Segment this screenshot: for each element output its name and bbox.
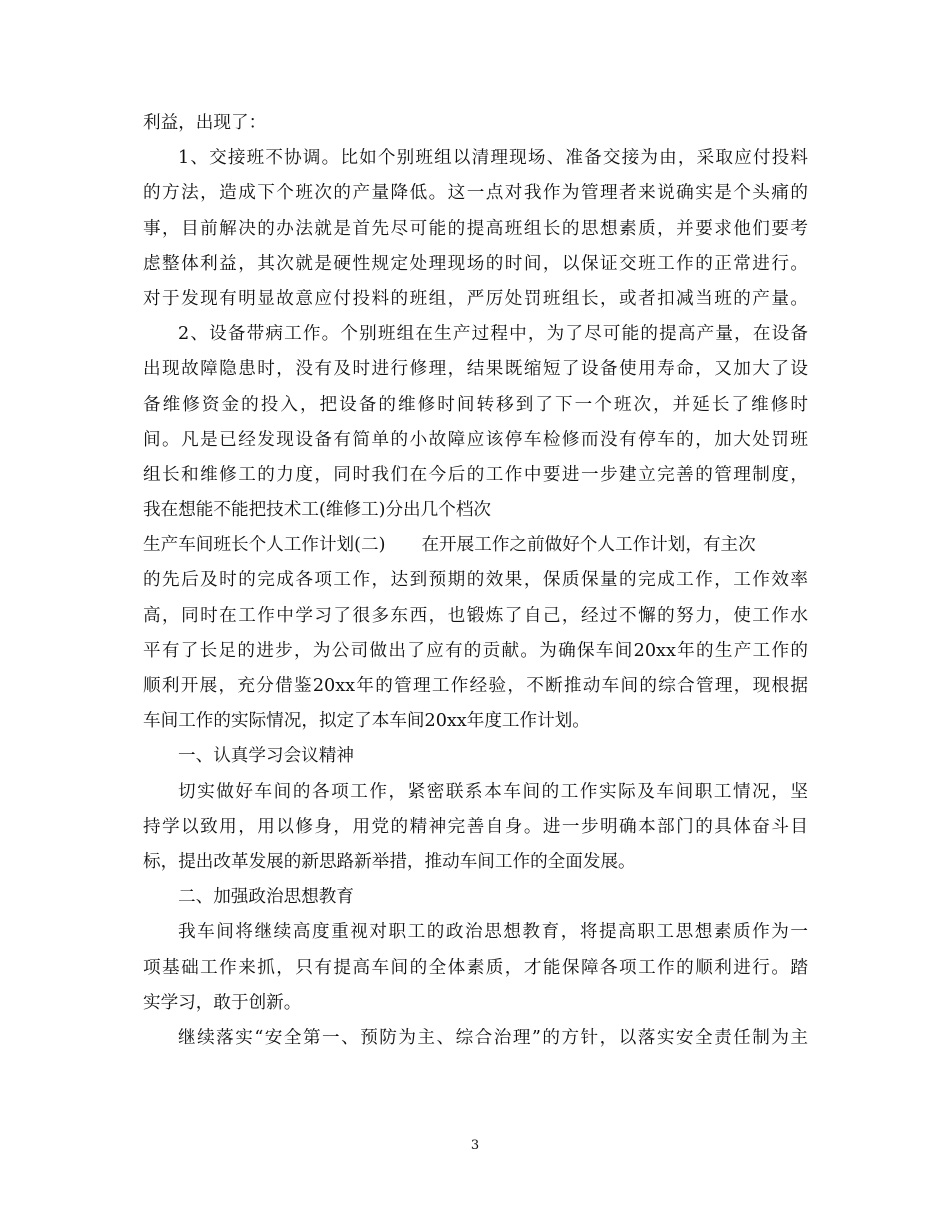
text-line: 顺利开展，充分借鉴20xx年的管理工作经验，不断推动车间的综合管理，现根据 — [143, 676, 808, 696]
text-line: 2、设备带病工作。个别班组在生产过程中，为了尽可能的提高产量，在设备 — [178, 324, 808, 345]
text-line: 的先后及时的完成各项工作，达到预期的效果，保质保量的完成工作，工作效率 — [143, 570, 808, 591]
text-line: 继续落实“安全第一、预防为主、综合治理”的方针，以落实安全责任制为主 — [178, 1027, 808, 1048]
text-line: 我在想能不能把技术工(维修工)分出几个档次 — [143, 500, 492, 521]
page-number: 3 — [470, 1138, 480, 1153]
text-line: 利益，出现了： — [143, 113, 267, 133]
text-line: 高，同时在工作中学习了很多东西，也锻炼了自己，经过不懈的努力，使工作水 — [143, 605, 808, 626]
text-line: 事，目前解决的办法就是首先尽可能的提高班组长的思想素质，并要求他们要考 — [143, 218, 808, 239]
text-line: 的方法，造成下个班次的产量降低。这一点对我作为管理者来说确实是个头痛的 — [143, 183, 808, 204]
text-line: 出现故障隐患时，没有及时进行修理，结果既缩短了设备使用寿命，又加大了设 — [143, 359, 808, 380]
text-line: 车间工作的实际情况，拟定了本车间20xx年度工作计划。 — [143, 711, 590, 732]
text-line-continuation: 在开展工作之前做好个人工作计划，有主次 — [421, 535, 756, 556]
section-heading-line — [143, 528, 808, 563]
text-line: 我车间将继续高度重视对职工的政治思想教育，将提高职工思想素质作为一 — [178, 922, 808, 943]
text-line: 虑整体利益，其次就是硬性规定处理现场的时间，以保证交班工作的正常进行。 — [143, 253, 808, 274]
text-line: 1、交接班不协调。比如个别班组以清理现场、准备交接为由，采取应付投料 — [178, 148, 808, 169]
text-line: 持学以致用，用以修身，用党的精神完善自身。进一步明确本部门的具体奋斗目 — [143, 816, 808, 837]
text-line: 对于发现有明显故意应付投料的班组，严厉处罚班组长，或者扣减当班的产量。 — [143, 288, 808, 309]
text-line: 间。凡是已经发现设备有简单的小故障应该停车检修而没有停车的，加大处罚班 — [143, 429, 808, 450]
text-line: 标，提出改革发展的新思路新举措，推动车间工作的全面发展。 — [143, 851, 636, 872]
text-line: 组长和维修工的力度，同时我们在今后的工作中要进一步建立完善的管理制度， — [143, 464, 808, 485]
text-line: 切实做好车间的各项工作，紧密联系本车间的工作实际及车间职工情况，坚 — [178, 781, 808, 802]
text-line: 备维修资金的投入，把设备的维修时间转移到了下一个班次，并延长了维修时 — [143, 394, 808, 415]
subheading: 二、加强政治思想教育 — [178, 887, 354, 908]
section-heading: 生产车间班长个人工作计划(二) — [143, 535, 386, 556]
text-line: 平有了长足的进步，为公司做出了应有的贡献。为确保车间20xx年的生产工作的 — [143, 640, 808, 661]
text-line: 项基础工作来抓，只有提高车间的全体素质，才能保障各项工作的顺利进行。踏 — [143, 957, 808, 978]
subheading: 一、认真学习会议精神 — [178, 746, 354, 767]
document-body — [143, 106, 808, 1056]
text-line: 实学习，敢于创新。 — [143, 992, 302, 1013]
